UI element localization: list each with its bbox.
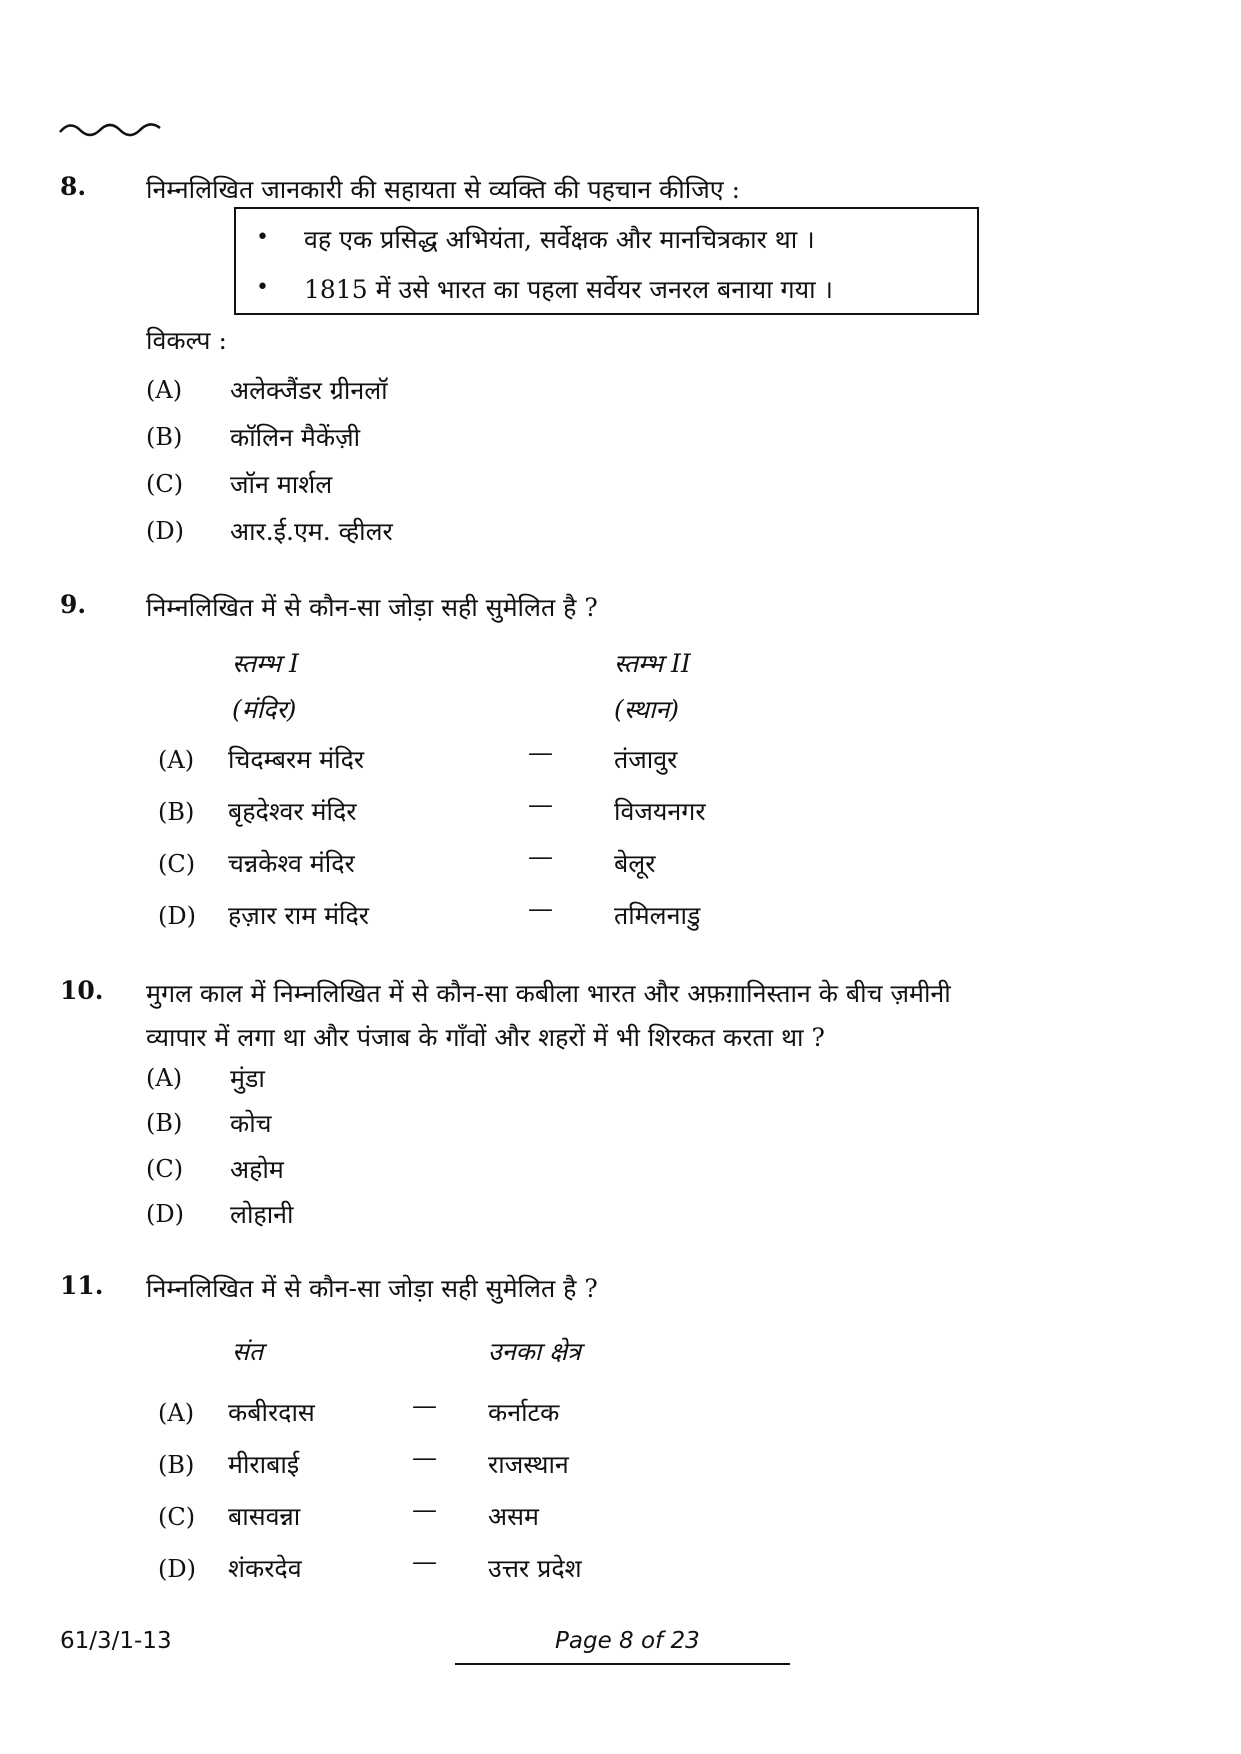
match-d-letter: (D) [158, 1555, 196, 1583]
wave-mark [58, 118, 162, 140]
match-dash: — [528, 842, 553, 871]
match-b-right: विजयनगर [614, 797, 706, 826]
match-dash: — [412, 1391, 437, 1420]
column-2-header: स्तम्भ II [614, 649, 691, 678]
match-d-letter: (D) [158, 902, 196, 930]
option-a-letter: (A) [146, 376, 183, 404]
question-8-number: 8. [60, 172, 87, 201]
match-a-left: चिदम्बरम मंदिर [228, 745, 365, 774]
question-8-text: निम्नलिखित जानकारी की सहायता से व्यक्ति की पहचान कीजिए : [146, 175, 740, 204]
match-d-left: शंकरदेव [228, 1554, 302, 1583]
option-c-letter: (C) [146, 1155, 184, 1183]
match-c-left: चन्नकेश्व मंदिर [228, 849, 355, 878]
option-c-text: जॉन मार्शल [230, 470, 333, 499]
option-b-letter: (B) [146, 423, 183, 451]
question-11-text: निम्नलिखित में से कौन-सा जोड़ा सही सुमेलित है ? [146, 1274, 598, 1303]
match-d-right: तमिलनाडु [614, 901, 701, 930]
match-d-left: हज़ार राम मंदिर [228, 901, 369, 930]
match-a-letter: (A) [158, 1399, 195, 1427]
option-b-text: कॉलिन मैकेंज़ी [230, 423, 361, 452]
info-box [234, 207, 979, 315]
match-c-letter: (C) [158, 850, 196, 878]
option-c-text: अहोम [230, 1155, 284, 1184]
match-dash: — [528, 738, 553, 767]
match-b-right: राजस्थान [488, 1450, 569, 1479]
option-b-letter: (B) [146, 1109, 183, 1137]
column-2-subheader: (स्थान) [614, 695, 680, 724]
match-a-letter: (A) [158, 746, 195, 774]
bullet-icon: • [256, 275, 269, 300]
match-b-left: बृहदेश्वर मंदिर [228, 797, 357, 826]
match-dash: — [412, 1443, 437, 1472]
match-b-left: मीराबाई [228, 1450, 300, 1479]
option-c-letter: (C) [146, 470, 184, 498]
info-line-2: 1815 में उसे भारत का पहला सर्वेयर जनरल बनाया गया । [304, 275, 833, 304]
question-11-number: 11. [60, 1271, 104, 1300]
option-a-letter: (A) [146, 1064, 183, 1092]
match-b-letter: (B) [158, 798, 195, 826]
question-10-text-line-2: व्यापार में लगा था और पंजाब के गाँवों और शहरों में भी शिरकत करता था ? [146, 1023, 825, 1052]
match-a-left: कबीरदास [228, 1398, 315, 1427]
option-d-letter: (D) [146, 1200, 184, 1228]
match-c-letter: (C) [158, 1503, 196, 1531]
column-1-subheader: (मंदिर) [232, 695, 297, 724]
match-c-left: बासवन्ना [228, 1502, 301, 1531]
match-dash: — [412, 1547, 437, 1576]
question-10-text-line-1: मुगल काल में निम्नलिखित में से कौन-सा कबीला भारत और अफ़ग़ानिस्तान के बीच ज़मीनी [146, 979, 951, 1008]
paper-code: 61/3/1-13 [60, 1628, 172, 1654]
column-1-header: स्तम्भ I [232, 649, 299, 678]
page-number: Page 8 of 23 [555, 1628, 700, 1654]
column-2-header: उनका क्षेत्र [488, 1337, 581, 1366]
option-d-letter: (D) [146, 517, 184, 545]
footer-rule [455, 1663, 790, 1665]
question-9-number: 9. [60, 590, 87, 619]
match-c-right: असम [488, 1502, 539, 1531]
column-1-header: संत [232, 1337, 264, 1366]
match-dash: — [528, 790, 553, 819]
question-10-number: 10. [60, 976, 104, 1005]
option-d-text: आर.ई.एम. व्हीलर [230, 517, 393, 546]
match-c-right: बेलूर [614, 849, 656, 878]
info-line-1: वह एक प्रसिद्ध अभियंता, सर्वेक्षक और मानचित्रकार था । [304, 225, 815, 254]
option-a-text: अलेक्जैंडर ग्रीनलॉ [230, 376, 388, 405]
match-dash: — [528, 894, 553, 923]
option-b-text: कोच [230, 1109, 272, 1138]
match-a-right: कर्नाटक [488, 1398, 560, 1427]
bullet-icon: • [256, 225, 269, 250]
options-label: विकल्प : [146, 326, 227, 355]
option-a-text: मुंडा [230, 1064, 265, 1093]
match-dash: — [412, 1495, 437, 1524]
match-a-right: तंजावुर [614, 745, 678, 774]
match-b-letter: (B) [158, 1451, 195, 1479]
question-9-text: निम्नलिखित में से कौन-सा जोड़ा सही सुमेलित है ? [146, 593, 598, 622]
option-d-text: लोहानी [230, 1200, 294, 1229]
match-d-right: उत्तर प्रदेश [488, 1554, 582, 1583]
